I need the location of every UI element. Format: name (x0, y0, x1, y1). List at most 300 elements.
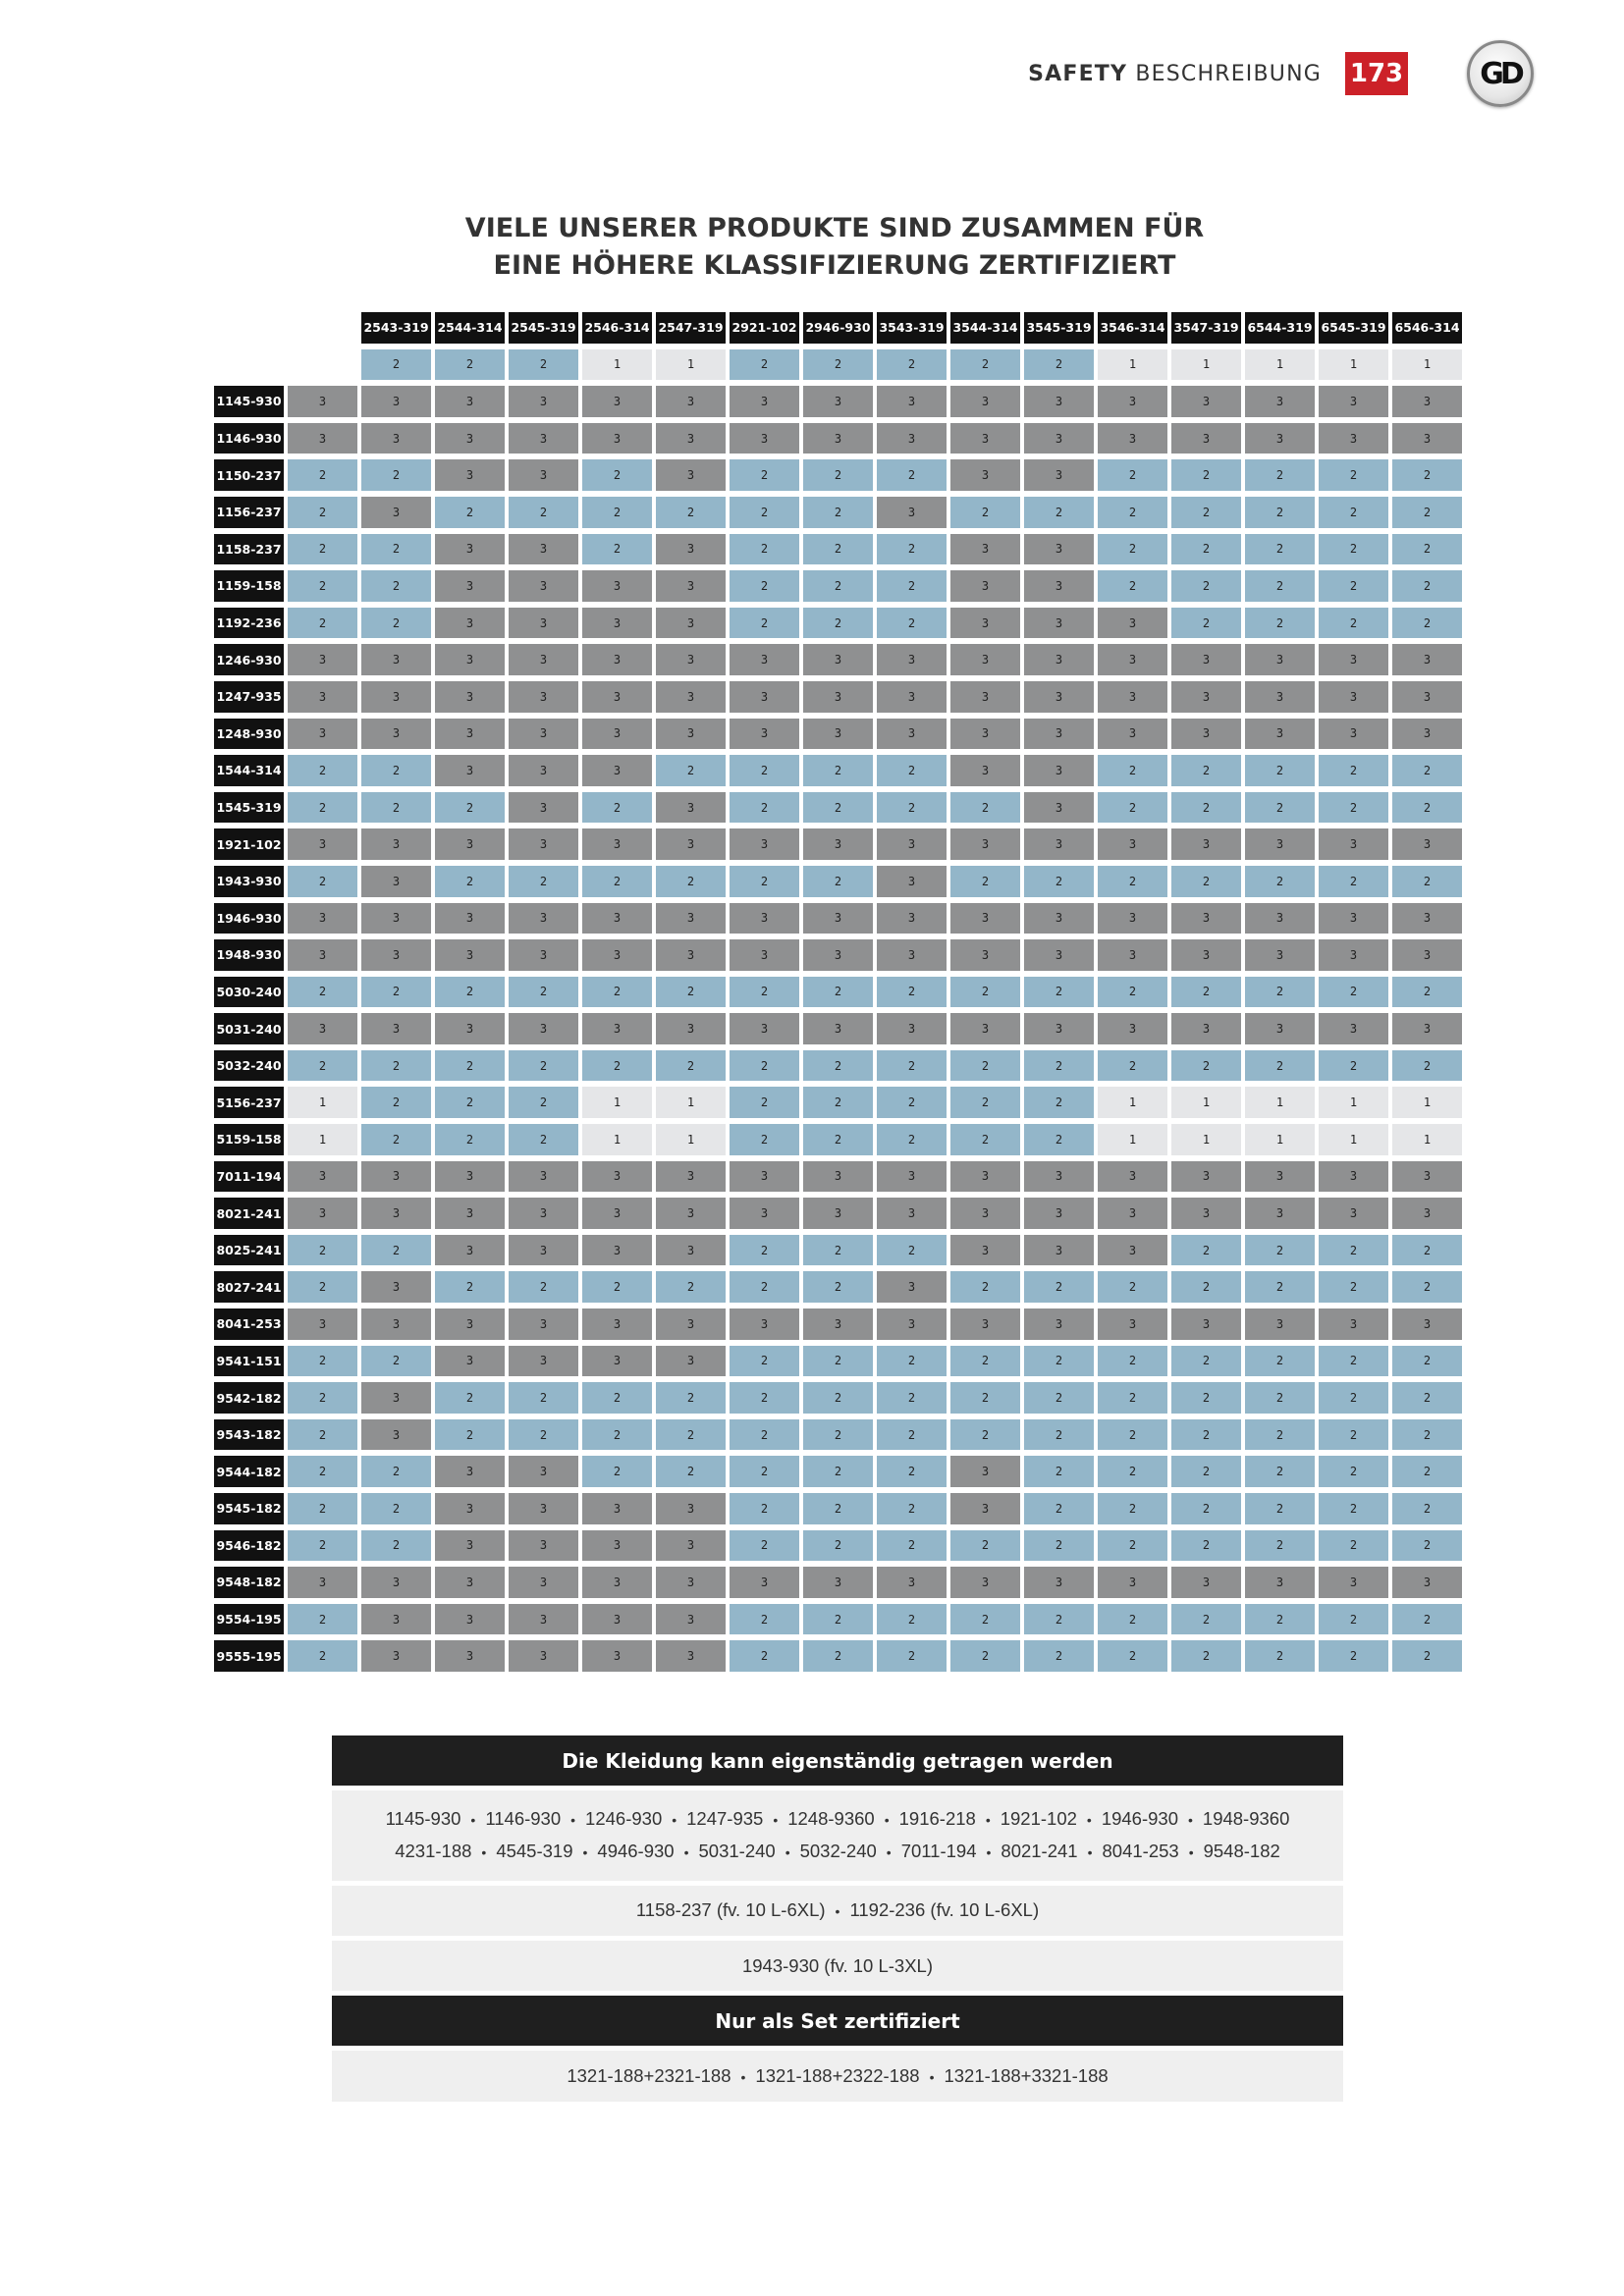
matrix-cell: 2 (1171, 1382, 1241, 1414)
matrix-cell: 3 (950, 386, 1020, 417)
matrix-cell: 3 (288, 1013, 357, 1044)
row-header: 9554-195 (214, 1604, 284, 1635)
matrix-cell: 2 (803, 1382, 873, 1414)
matrix-cell: 3 (803, 1198, 873, 1229)
matrix-cell: 2 (582, 977, 652, 1008)
matrix-cell: 3 (582, 755, 652, 786)
standalone-box-sizes-2 (332, 1941, 1343, 1991)
matrix-cell: 3 (1245, 939, 1315, 971)
matrix-cell: 3 (1392, 1161, 1462, 1193)
matrix-cell: 3 (1098, 681, 1167, 713)
table-row (214, 1198, 1466, 1235)
matrix-cell: 2 (288, 1604, 357, 1635)
separator-bullet-icon: • (773, 1812, 779, 1828)
matrix-cell: 3 (1171, 1308, 1241, 1340)
matrix-cell: 3 (656, 459, 726, 491)
matrix-cell: 3 (656, 681, 726, 713)
matrix-cell: 3 (509, 1013, 578, 1044)
matrix-cell: 2 (1319, 866, 1388, 897)
matrix-cell: 2 (1245, 1271, 1315, 1303)
matrix-cell: 3 (1319, 1308, 1388, 1340)
matrix-cell: 2 (730, 1382, 799, 1414)
column-header: 2543-319 (361, 312, 431, 344)
separator-bullet-icon: • (570, 1812, 576, 1828)
matrix-cell: 2 (656, 497, 726, 528)
matrix-cell: 3 (1245, 644, 1315, 675)
matrix-cell: 3 (1245, 423, 1315, 454)
matrix-cell: 3 (1171, 681, 1241, 713)
matrix-cell: 3 (435, 1493, 505, 1524)
list-item: 1321-188+3321-188 (944, 2064, 1109, 2086)
row-header: 8041-253 (214, 1308, 284, 1340)
matrix-cell: 3 (435, 939, 505, 971)
matrix-cell: 3 (1392, 828, 1462, 860)
matrix-cell: 3 (656, 1308, 726, 1340)
matrix-cell: 3 (435, 1013, 505, 1044)
matrix-cell: 3 (730, 1308, 799, 1340)
matrix-cell: 2 (877, 534, 947, 565)
matrix-cell: 3 (877, 1161, 947, 1193)
matrix-cell: 2 (1171, 497, 1241, 528)
standalone-box (332, 1790, 1343, 1881)
matrix-cell: 3 (950, 1456, 1020, 1487)
matrix-cell: 3 (877, 719, 947, 750)
matrix-cell: 2 (1392, 1530, 1462, 1562)
matrix-cell: 2 (1392, 608, 1462, 639)
matrix-cell: 3 (803, 1161, 873, 1193)
list-item: 1247-935 (686, 1808, 764, 1829)
matrix-cell: 2 (950, 1271, 1020, 1303)
matrix-cell: 2 (656, 1382, 726, 1414)
matrix-cell: 1 (1392, 1124, 1462, 1155)
matrix-cell: 3 (435, 608, 505, 639)
matrix-cell: 1 (656, 1124, 726, 1155)
matrix-corner-spacer (214, 312, 284, 344)
separator-bullet-icon: • (886, 1844, 892, 1860)
matrix-cell: 3 (509, 1235, 578, 1266)
matrix-cell: 2 (1171, 1640, 1241, 1672)
matrix-cell: 3 (509, 939, 578, 971)
matrix-cell: 2 (1098, 755, 1167, 786)
matrix-cell: 2 (803, 1235, 873, 1266)
matrix-cell: 3 (1245, 719, 1315, 750)
info-section (332, 1735, 1343, 2107)
matrix-cell: 3 (582, 1567, 652, 1598)
matrix-cell: 2 (877, 977, 947, 1008)
matrix-cell: 3 (509, 1530, 578, 1562)
matrix-cell: 3 (877, 939, 947, 971)
matrix-cell: 2 (509, 1382, 578, 1414)
list-item: 1943-930 (fv. 10 L-3XL) (741, 1955, 934, 1976)
matrix-cell: 2 (1171, 977, 1241, 1008)
matrix-cell: 3 (361, 1198, 431, 1229)
matrix-cell: 3 (1024, 1198, 1094, 1229)
matrix-cell: 1 (656, 1087, 726, 1118)
matrix-cell: 2 (1098, 534, 1167, 565)
table-row (214, 1567, 1466, 1604)
matrix-cell: 2 (877, 1050, 947, 1082)
matrix-cell: 3 (435, 1346, 505, 1377)
matrix-cell: 2 (582, 1050, 652, 1082)
matrix-cell: 3 (435, 755, 505, 786)
matrix-cell: 3 (435, 1456, 505, 1487)
separator-bullet-icon: • (1086, 1812, 1092, 1828)
matrix-cell: 3 (1392, 903, 1462, 934)
matrix-cell: 2 (1319, 608, 1388, 639)
column-value-cell: 1 (656, 349, 726, 381)
matrix-cell: 3 (656, 903, 726, 934)
column-value-cell: 1 (1319, 349, 1388, 381)
matrix-cell: 2 (509, 977, 578, 1008)
matrix-cell: 2 (1098, 1382, 1167, 1414)
matrix-cell: 3 (435, 644, 505, 675)
matrix-cell: 3 (1024, 755, 1094, 786)
matrix-cell: 2 (1245, 1346, 1315, 1377)
matrix-cell: 3 (1024, 534, 1094, 565)
list-item: 1321-188+2321-188 (567, 2064, 731, 2086)
matrix-cell: 3 (730, 719, 799, 750)
matrix-cell: 2 (288, 1346, 357, 1377)
matrix-cell: 3 (582, 939, 652, 971)
matrix-cell: 3 (288, 903, 357, 934)
matrix-cell: 2 (803, 1640, 873, 1672)
table-row (214, 1640, 1466, 1678)
matrix-cell: 3 (1098, 828, 1167, 860)
page-header (1028, 54, 1534, 93)
table-row (214, 792, 1466, 829)
matrix-cell: 3 (1319, 644, 1388, 675)
column-header: 3543-319 (877, 312, 947, 344)
matrix-cell: 2 (435, 1382, 505, 1414)
matrix-cell: 3 (950, 644, 1020, 675)
matrix-cell: 2 (1392, 459, 1462, 491)
matrix-cell: 3 (950, 939, 1020, 971)
matrix-cell: 3 (582, 1161, 652, 1193)
column-value-cell: 2 (877, 349, 947, 381)
matrix-cell: 3 (509, 534, 578, 565)
matrix-cell: 2 (1098, 1493, 1167, 1524)
matrix-cell: 3 (509, 1456, 578, 1487)
section-label (1028, 62, 1322, 86)
matrix-cell: 2 (730, 977, 799, 1008)
matrix-cell: 2 (435, 866, 505, 897)
matrix-cell: 2 (1024, 1124, 1094, 1155)
matrix-cell: 3 (435, 681, 505, 713)
matrix-cell: 3 (361, 1161, 431, 1193)
matrix-cell: 3 (1024, 1161, 1094, 1193)
matrix-cell: 2 (509, 497, 578, 528)
matrix-cell: 2 (288, 1640, 357, 1672)
matrix-cell: 2 (1319, 977, 1388, 1008)
matrix-cell: 3 (1024, 1567, 1094, 1598)
matrix-cell: 2 (1171, 1530, 1241, 1562)
matrix-cell: 2 (1392, 1604, 1462, 1635)
matrix-cell: 2 (1098, 497, 1167, 528)
matrix-cell: 2 (1171, 570, 1241, 602)
matrix-cell: 3 (877, 1198, 947, 1229)
matrix-cell: 2 (1392, 977, 1462, 1008)
matrix-cell: 2 (730, 1346, 799, 1377)
matrix-cell: 2 (435, 1050, 505, 1082)
matrix-cell: 2 (1319, 755, 1388, 786)
matrix-cell: 3 (582, 828, 652, 860)
column-header: 2946-930 (803, 312, 873, 344)
matrix-cell: 3 (730, 1567, 799, 1598)
matrix-cell: 2 (656, 866, 726, 897)
matrix-cell: 3 (582, 570, 652, 602)
matrix-cell: 3 (509, 1308, 578, 1340)
matrix-cell: 1 (1171, 1087, 1241, 1118)
table-row (214, 866, 1466, 903)
matrix-cell: 3 (1319, 939, 1388, 971)
matrix-cell: 2 (361, 1124, 431, 1155)
row-header: 9544-182 (214, 1456, 284, 1487)
matrix-cell: 3 (509, 1493, 578, 1524)
table-row (214, 1013, 1466, 1050)
matrix-cell: 2 (1171, 1271, 1241, 1303)
matrix-cell: 2 (877, 1124, 947, 1155)
matrix-cell: 2 (1024, 497, 1094, 528)
matrix-cell: 3 (1245, 681, 1315, 713)
matrix-cell: 3 (950, 1308, 1020, 1340)
matrix-cell: 2 (803, 1124, 873, 1155)
matrix-cell: 3 (582, 1530, 652, 1562)
matrix-cell: 2 (582, 866, 652, 897)
standalone-line-2 (385, 1836, 1290, 1868)
matrix-cell: 3 (1171, 719, 1241, 750)
matrix-cell: 3 (1171, 1567, 1241, 1598)
list-item: 1921-102 (1000, 1808, 1077, 1829)
separator-bullet-icon: • (986, 1844, 992, 1860)
matrix-cell: 1 (1245, 1124, 1315, 1155)
matrix-cell: 3 (1098, 939, 1167, 971)
matrix-cell: 3 (582, 608, 652, 639)
list-item: 4946-930 (597, 1841, 675, 1861)
matrix-cell: 3 (1245, 386, 1315, 417)
matrix-cell: 3 (1024, 903, 1094, 934)
matrix-cell: 3 (803, 903, 873, 934)
column-value-cell: 1 (1171, 349, 1241, 381)
matrix-cell: 3 (803, 1013, 873, 1044)
matrix-cell: 2 (877, 1530, 947, 1562)
table-row (214, 1308, 1466, 1346)
matrix-cell: 3 (582, 1235, 652, 1266)
matrix-cell: 2 (1392, 1419, 1462, 1451)
matrix-cell: 2 (1392, 1346, 1462, 1377)
matrix-cell: 3 (1098, 608, 1167, 639)
separator-bullet-icon: • (683, 1844, 689, 1860)
matrix-cell: 2 (730, 570, 799, 602)
matrix-cell: 2 (1098, 1604, 1167, 1635)
column-value-cell: 1 (1098, 349, 1167, 381)
matrix-cell: 3 (582, 719, 652, 750)
matrix-cell: 2 (1171, 1235, 1241, 1266)
matrix-cell: 3 (877, 1567, 947, 1598)
table-row (214, 534, 1466, 571)
row-header: 1948-930 (214, 939, 284, 971)
matrix-cell: 2 (1245, 1493, 1315, 1524)
matrix-cell: 2 (361, 792, 431, 824)
matrix-cell: 3 (288, 828, 357, 860)
matrix-cell: 3 (582, 644, 652, 675)
matrix-cell: 3 (361, 1640, 431, 1672)
matrix-cell: 2 (1319, 1493, 1388, 1524)
matrix-cell: 2 (288, 755, 357, 786)
matrix-cell: 2 (950, 1087, 1020, 1118)
column-value-cell: 1 (1392, 349, 1462, 381)
matrix-cell: 3 (656, 1604, 726, 1635)
row-header: 1192-236 (214, 608, 284, 639)
column-value-cell: 2 (1024, 349, 1094, 381)
page-title (0, 210, 1624, 285)
matrix-cell: 1 (582, 1087, 652, 1118)
matrix-cell: 3 (1392, 1308, 1462, 1340)
matrix-cell: 3 (730, 828, 799, 860)
matrix-cell: 3 (656, 644, 726, 675)
matrix-cell: 2 (950, 1604, 1020, 1635)
matrix-cell: 2 (1098, 570, 1167, 602)
matrix-cell: 2 (950, 977, 1020, 1008)
matrix-cell: 3 (803, 719, 873, 750)
matrix-cell: 2 (288, 459, 357, 491)
standalone-line-4 (732, 1950, 943, 1981)
row-header: 9546-182 (214, 1530, 284, 1562)
matrix-cell: 2 (1319, 792, 1388, 824)
matrix-cell: 3 (1098, 1198, 1167, 1229)
matrix-cell: 2 (1319, 497, 1388, 528)
matrix-cell: 2 (1024, 1419, 1094, 1451)
row-header: 8025-241 (214, 1235, 284, 1266)
matrix-cell: 3 (1245, 828, 1315, 860)
matrix-cell: 3 (582, 1013, 652, 1044)
matrix-cell: 2 (1024, 866, 1094, 897)
matrix-cell: 3 (1171, 1013, 1241, 1044)
matrix-cell: 3 (877, 386, 947, 417)
matrix-cell: 2 (1392, 792, 1462, 824)
matrix-cell: 2 (1245, 534, 1315, 565)
matrix-cell: 3 (435, 1567, 505, 1598)
matrix-cell: 2 (877, 1493, 947, 1524)
matrix-cell: 3 (1392, 1013, 1462, 1044)
list-item: 5032-240 (799, 1841, 877, 1861)
matrix-cell: 2 (1392, 1493, 1462, 1524)
matrix-cell: 3 (1392, 719, 1462, 750)
matrix-cell: 3 (1024, 792, 1094, 824)
row-header: 1145-930 (214, 386, 284, 417)
matrix-cell: 2 (656, 1271, 726, 1303)
row-header: 9543-182 (214, 1419, 284, 1451)
matrix-cell: 2 (803, 1604, 873, 1635)
matrix-cell: 3 (361, 719, 431, 750)
matrix-cell: 3 (582, 1198, 652, 1229)
row-header: 9545-182 (214, 1493, 284, 1524)
matrix-cell: 2 (1024, 1640, 1094, 1672)
separator-bullet-icon: • (481, 1844, 487, 1860)
matrix-cell: 3 (803, 1308, 873, 1340)
matrix-cell: 3 (656, 1235, 726, 1266)
matrix-cell: 2 (509, 1087, 578, 1118)
matrix-cell: 3 (1024, 459, 1094, 491)
matrix-cell: 2 (950, 1124, 1020, 1155)
matrix-cell: 3 (288, 386, 357, 417)
matrix-cell: 2 (1024, 1456, 1094, 1487)
matrix-cell: 3 (1319, 681, 1388, 713)
matrix-cell: 2 (288, 1050, 357, 1082)
matrix-cell: 2 (877, 570, 947, 602)
matrix-cell: 2 (288, 1493, 357, 1524)
matrix-cell: 2 (656, 977, 726, 1008)
column-value-cell: 2 (803, 349, 873, 381)
row-header: 1246-930 (214, 644, 284, 675)
matrix-cell: 2 (1024, 1346, 1094, 1377)
standalone-heading: Die Kleidung kann eigenständig getragen werden (332, 1735, 1343, 1786)
matrix-cell: 2 (1245, 459, 1315, 491)
matrix-cell: 3 (1319, 828, 1388, 860)
column-header: 6544-319 (1245, 312, 1315, 344)
row-header: 9548-182 (214, 1567, 284, 1598)
matrix-cell: 2 (582, 534, 652, 565)
matrix-cell: 2 (509, 1271, 578, 1303)
matrix-cell: 3 (877, 828, 947, 860)
matrix-cell: 2 (435, 977, 505, 1008)
list-item: 1192-236 (fv. 10 L-6XL) (849, 1899, 1040, 1920)
matrix-cell: 3 (730, 1013, 799, 1044)
table-row (214, 1382, 1466, 1419)
matrix-cell: 3 (1319, 719, 1388, 750)
matrix-cell: 2 (877, 459, 947, 491)
matrix-cell: 2 (288, 497, 357, 528)
matrix-cell: 3 (1024, 1013, 1094, 1044)
matrix-cell: 2 (950, 1640, 1020, 1672)
row-header: 1248-930 (214, 719, 284, 750)
title-line-1: VIELE UNSERER PRODUKTE SIND ZUSAMMEN FÜR (464, 213, 1205, 243)
matrix-cell: 2 (1319, 1604, 1388, 1635)
list-item: 1246-930 (585, 1808, 663, 1829)
matrix-cell: 2 (509, 866, 578, 897)
matrix-cell: 3 (730, 423, 799, 454)
column-header: 2921-102 (730, 312, 799, 344)
matrix-cell: 2 (435, 1271, 505, 1303)
matrix-cell: 2 (1319, 1346, 1388, 1377)
matrix-cell: 2 (1392, 1382, 1462, 1414)
row-header: 1247-935 (214, 681, 284, 713)
logo-text: GD (1480, 56, 1521, 91)
matrix-cell: 2 (1245, 1530, 1315, 1562)
matrix-cell: 2 (730, 1050, 799, 1082)
matrix-cell: 3 (361, 1604, 431, 1635)
matrix-cell: 3 (509, 459, 578, 491)
matrix-cell: 3 (361, 497, 431, 528)
matrix-cell: 3 (1024, 386, 1094, 417)
matrix-cell: 3 (950, 1013, 1020, 1044)
column-value-cell: 2 (950, 349, 1020, 381)
matrix-cell: 3 (950, 423, 1020, 454)
matrix-cell: 2 (288, 1382, 357, 1414)
matrix-cell: 3 (950, 1567, 1020, 1598)
column-value-cell: 2 (730, 349, 799, 381)
matrix-cell: 3 (1098, 1235, 1167, 1266)
matrix-cell: 2 (1024, 1382, 1094, 1414)
column-header: 3546-314 (1098, 312, 1167, 344)
matrix-cell: 3 (361, 386, 431, 417)
matrix-cell: 2 (803, 1087, 873, 1118)
table-row (214, 570, 1466, 608)
standalone-line-3 (626, 1895, 1049, 1927)
matrix-cell: 2 (950, 497, 1020, 528)
matrix-cell: 2 (950, 1050, 1020, 1082)
matrix-cell: 2 (803, 1050, 873, 1082)
matrix-cell: 2 (1319, 570, 1388, 602)
